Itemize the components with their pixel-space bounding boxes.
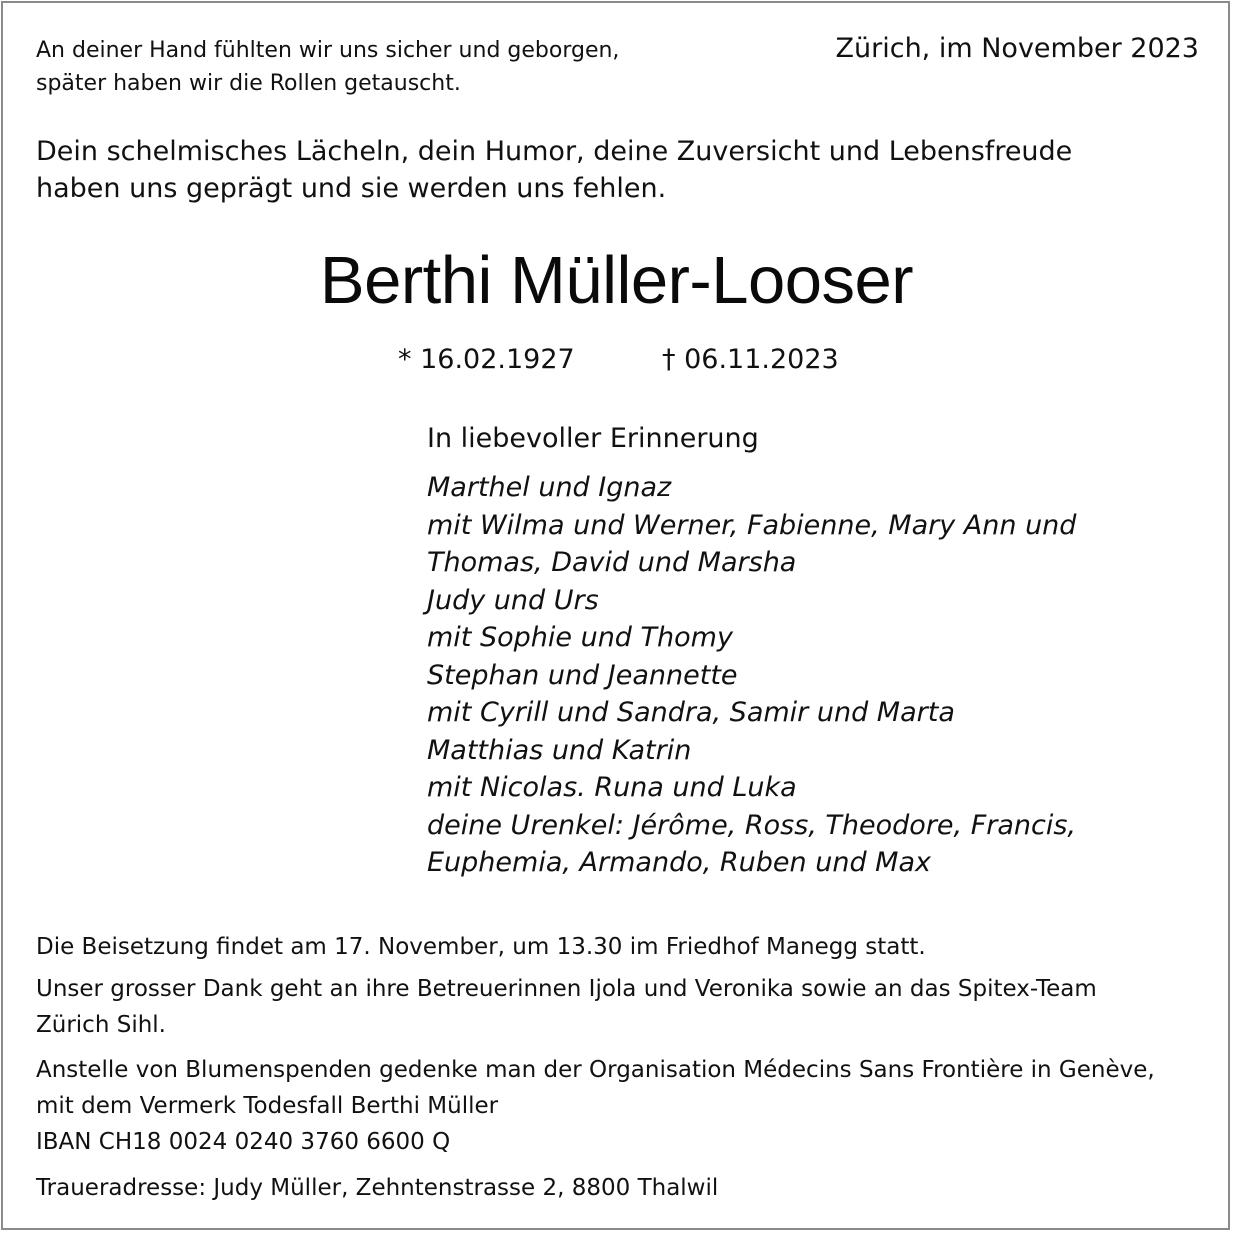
- thanks-line: Zürich Sihl.: [36, 1012, 166, 1038]
- mourner-line: Judy und Urs: [427, 584, 599, 616]
- motto-line: später haben wir die Rollen getauscht.: [36, 71, 461, 96]
- thanks-text: [36, 971, 1097, 1043]
- mourner-line: Matthias und Katrin: [427, 734, 692, 766]
- motto: [36, 34, 619, 100]
- mourner-line: mit Nicolas. Runa und Luka: [427, 772, 797, 803]
- motto-line: An deiner Hand fühlten wir uns sicher und geborgen,: [36, 38, 620, 63]
- thanks-line: Unser grosser Dank geht an ihre Betreuerinnen Ijola und Veronika sowie an das Spitex-Team: [36, 976, 1097, 1002]
- deceased-name: Berthi Müller-Looser: [319, 243, 914, 318]
- donation-line: mit dem Vermerk Todesfall Berthi Müller: [36, 1093, 499, 1119]
- tribute-line: haben uns geprägt und sie werden uns fehlen.: [36, 173, 667, 204]
- mourner-line: Thomas, David und Marsha: [427, 547, 797, 578]
- death-date: † 06.11.2023: [662, 344, 839, 375]
- mourners-list: [427, 469, 1076, 882]
- tribute-text: [36, 133, 1072, 207]
- mourning-address: Traueradresse: Judy Müller, Zehntenstrasse 2, 8800 Thalwil: [36, 1175, 719, 1201]
- mourner-line: mit Sophie und Thomy: [427, 622, 733, 653]
- mourner-line: Stephan und Jeannette: [427, 659, 738, 691]
- tribute-line: Dein schelmisches Lächeln, dein Humor, deine Zuversicht und Lebensfreude: [36, 136, 1073, 167]
- mourner-line: mit Cyrill und Sandra, Samir und Marta: [427, 697, 955, 728]
- iban-line: IBAN CH18 0024 0240 3760 6600 Q: [36, 1129, 451, 1155]
- mourner-line: mit Wilma und Werner, Fabienne, Mary Ann und: [427, 509, 1077, 541]
- donation-info: [36, 1052, 1155, 1160]
- mourner-line: Euphemia, Armando, Ruben und Max: [427, 847, 931, 878]
- place-date: Zürich, im November 2023: [835, 33, 1199, 64]
- remembrance-heading: In liebevoller Erinnerung: [427, 423, 759, 454]
- burial-info: Die Beisetzung findet am 17. November, um 13.30 im Friedhof Manegg statt.: [36, 934, 926, 960]
- birth-date: * 16.02.1927: [398, 344, 575, 375]
- mourner-line: Marthel und Ignaz: [427, 472, 672, 503]
- donation-line: Anstelle von Blumenspenden gedenke man der Organisation Médecins Sans Frontière in Genève,: [36, 1057, 1155, 1083]
- mourner-line: deine Urenkel: Jérôme, Ross, Theodore, Francis,: [427, 809, 1076, 841]
